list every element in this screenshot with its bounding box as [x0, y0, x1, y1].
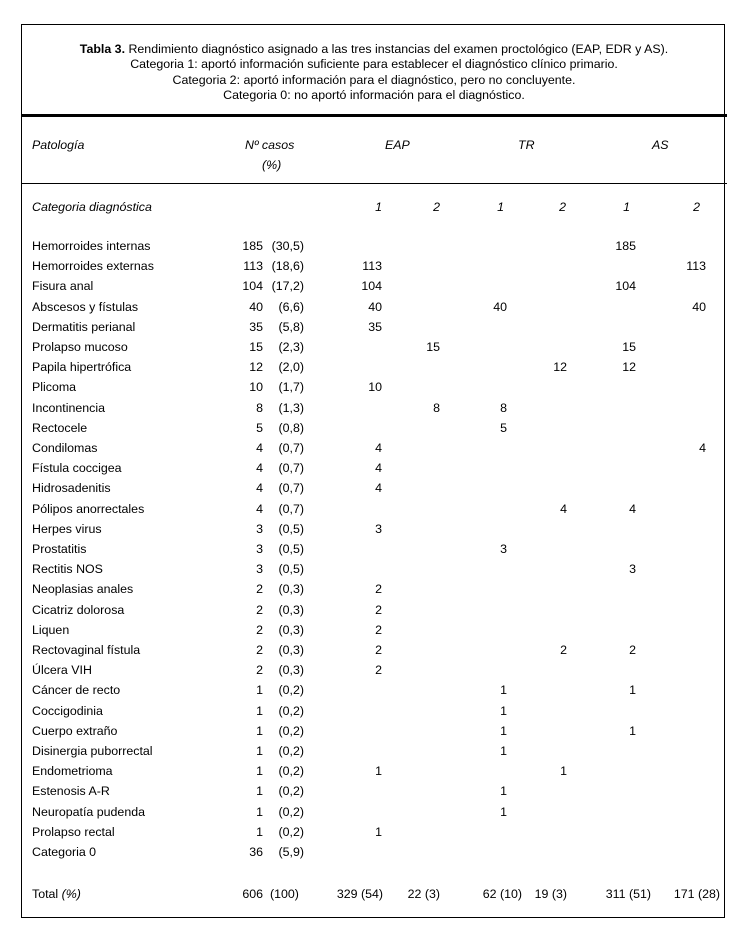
row-cases: 1 [256, 744, 263, 758]
total-eap-2: 22 (3) [407, 887, 440, 901]
row-pathology: Neoplasias anales [32, 582, 134, 597]
header-casos-pct: (%) [262, 158, 282, 172]
cat-eap-2: 2 [433, 200, 440, 214]
row-tr2: 1 [560, 764, 567, 779]
row-percent: (6,6) [278, 299, 304, 314]
row-cases: 12 [249, 360, 263, 375]
row-percent: (17,2) [271, 279, 304, 294]
row-pathology: Dermatitis perianal [32, 319, 136, 334]
row-pathology: Prolapso rectal [32, 824, 115, 839]
row-cases: 10 [249, 380, 263, 395]
row-cases: 5 [256, 420, 263, 435]
row-tr1: 1 [500, 804, 507, 819]
row-as2: 4 [699, 441, 706, 455]
row-percent: (2,0) [278, 360, 304, 375]
row-percent: (0,5) [278, 542, 304, 556]
row-tr2: 4 [560, 501, 567, 516]
row-cases: 4 [256, 481, 263, 496]
row-tr1: 3 [500, 542, 507, 556]
header-casos: Nº casos [245, 138, 295, 152]
row-cases: 1 [256, 784, 263, 799]
row-cases: 2 [256, 582, 263, 597]
total-as-1: 311 (51) [605, 887, 651, 901]
row-eap1: 40 [368, 299, 382, 314]
row-pathology: Prostatitis [32, 542, 87, 556]
row-cases: 1 [256, 683, 263, 698]
row-percent: (18,6) [271, 259, 304, 274]
row-cases: 2 [256, 663, 263, 678]
header-divider [21, 183, 727, 184]
row-percent: (1,3) [278, 400, 304, 415]
caption-category-2: Categoria 2: aportó información para el diagnóstico, pero no concluyente. [172, 72, 576, 87]
row-pathology: Papila hipertrófica [32, 360, 132, 375]
row-percent: (0,3) [278, 602, 304, 617]
row-pathology: Fístula coccigea [32, 461, 122, 476]
row-pathology: Coccigodinia [32, 703, 103, 718]
row-eap1: 4 [375, 461, 382, 476]
row-eap1: 1 [375, 824, 382, 839]
caption-divider [21, 114, 727, 117]
row-percent: (0,7) [278, 441, 304, 455]
row-tr2: 12 [553, 360, 567, 375]
row-tr1: 1 [500, 784, 507, 799]
cat-eap-1: 1 [375, 200, 382, 214]
row-cases: 36 [249, 845, 263, 859]
row-tr1: 1 [500, 744, 507, 758]
row-pathology: Plicoma [32, 380, 77, 395]
total-label-suffix: (%) [61, 887, 81, 901]
cat-tr-1: 1 [497, 200, 504, 214]
caption-title [21, 42, 727, 57]
row-cases: 113 [243, 259, 263, 274]
row-eap2: 8 [433, 400, 440, 415]
row-cases: 3 [256, 542, 263, 556]
row-pathology: Estenosis A-R [32, 784, 110, 799]
row-percent: (0,8) [278, 420, 304, 435]
row-pathology: Prolapso mucoso [32, 340, 128, 354]
table-caption [21, 42, 727, 103]
row-pathology: Cuerpo extraño [32, 723, 118, 738]
row-cases: 104 [242, 279, 263, 294]
row-cases: 1 [256, 764, 263, 779]
row-cases: 2 [256, 622, 263, 637]
row-as2: 40 [692, 299, 706, 314]
row-eap1: 1 [375, 764, 382, 779]
row-as1: 1 [629, 723, 636, 738]
total-label [32, 887, 81, 902]
total-tr-2: 19 (3) [534, 887, 567, 901]
row-eap1: 4 [375, 441, 382, 455]
row-tr1: 1 [500, 683, 507, 698]
row-eap1: 4 [375, 481, 382, 496]
total-pct: (100) [270, 887, 299, 901]
row-cases: 4 [256, 461, 263, 476]
row-pathology: Condilomas [32, 441, 98, 455]
row-pathology: Rectocele [32, 420, 88, 435]
total-tr-1: 62 (10) [482, 887, 522, 901]
cat-tr-2: 2 [559, 200, 566, 214]
total-eap-1: 329 (54) [336, 887, 383, 901]
row-as1: 4 [629, 501, 636, 516]
row-pathology: Abscesos y fístulas [32, 299, 139, 314]
cat-as-2: 2 [693, 200, 700, 214]
row-tr2: 2 [560, 643, 567, 657]
row-percent: (30,5) [271, 239, 304, 253]
cat-as-1: 1 [623, 200, 630, 214]
row-eap1: 2 [375, 663, 382, 678]
caption-category-0: Categoria 0: no aportó información para el diagnóstico. [223, 87, 525, 102]
row-percent: (0,2) [278, 784, 304, 799]
row-pathology: Hemorroides internas [32, 239, 151, 253]
row-cases: 4 [256, 501, 263, 516]
row-pathology: Hemorroides externas [32, 259, 154, 274]
row-eap1: 113 [362, 259, 382, 274]
header-patologia: Patología [32, 138, 85, 152]
row-percent: (0,2) [278, 824, 304, 839]
header-eap: EAP [385, 138, 410, 152]
row-pathology: Liquen [32, 622, 70, 637]
row-percent: (0,7) [278, 461, 304, 476]
row-percent: (0,3) [278, 643, 304, 657]
row-tr1: 1 [500, 703, 507, 718]
row-cases: 4 [256, 441, 263, 455]
row-percent: (0,2) [278, 683, 304, 698]
row-pathology: Categoria 0 [32, 845, 97, 859]
row-tr1: 8 [500, 400, 507, 415]
row-cases: 35 [249, 319, 263, 334]
header-tr: TR [518, 138, 535, 152]
row-tr1: 40 [493, 299, 507, 314]
row-percent: (5,8) [278, 319, 304, 334]
row-tr1: 5 [500, 420, 507, 435]
row-cases: 1 [256, 723, 263, 738]
row-percent: (0,2) [278, 804, 304, 819]
row-pathology: Herpes virus [32, 521, 102, 536]
total-n: 606 [242, 887, 263, 901]
caption-title-text: Rendimiento diagnóstico asignado a las tres instancias del examen proctológico (EAP, EDR y AS). [125, 42, 669, 56]
row-as1: 104 [615, 279, 636, 294]
row-pathology: Endometrioma [32, 764, 113, 779]
row-percent: (0,3) [278, 622, 304, 637]
row-percent: (0,7) [278, 481, 304, 496]
row-pathology: Incontinencia [32, 400, 106, 415]
row-as1: 185 [615, 239, 636, 253]
row-cases: 40 [249, 299, 263, 314]
row-cases: 3 [256, 521, 263, 536]
row-percent: (0,3) [278, 663, 304, 678]
header-as: AS [652, 138, 669, 152]
row-eap1: 2 [375, 602, 382, 617]
total-label-text: Total [32, 887, 59, 901]
row-pathology: Úlcera VIH [32, 663, 92, 678]
row-cases: 8 [256, 400, 263, 415]
row-cases: 1 [256, 824, 263, 839]
row-eap1: 2 [375, 582, 382, 597]
row-cases: 185 [242, 239, 263, 253]
row-eap1: 2 [375, 622, 382, 637]
row-cases: 2 [256, 602, 263, 617]
row-pathology: Cáncer de recto [32, 683, 121, 698]
row-pathology: Hidrosadenitis [32, 481, 111, 496]
caption-title-bold: Tabla 3. [79, 42, 126, 56]
row-pathology: Disinergia puborrectal [32, 744, 153, 758]
categoria-diagnostica-label: Categoria diagnóstica [32, 200, 152, 214]
caption-category-1: Categoria 1: aportó información suficiente para establecer el diagnóstico clínico primario. [130, 57, 618, 72]
row-percent: (0,2) [278, 764, 304, 779]
row-percent: (0,7) [278, 501, 304, 516]
row-cases: 1 [256, 703, 263, 718]
row-eap1: 3 [375, 521, 382, 536]
row-as1: 12 [622, 360, 636, 375]
row-percent: (0,5) [278, 521, 304, 536]
row-percent: (5,9) [278, 845, 304, 859]
row-as1: 2 [629, 643, 636, 657]
row-percent: (0,5) [278, 562, 304, 577]
row-pathology: Cicatriz dolorosa [32, 602, 125, 617]
row-cases: 2 [256, 643, 263, 657]
row-eap1: 104 [361, 279, 382, 294]
row-percent: (2,3) [278, 340, 304, 354]
row-percent: (0,3) [278, 582, 304, 597]
row-tr1: 1 [500, 723, 507, 738]
row-cases: 15 [249, 340, 263, 354]
row-as2: 113 [686, 259, 706, 274]
row-pathology: Rectovaginal fístula [32, 643, 141, 657]
row-percent: (0,2) [278, 723, 304, 738]
row-pathology: Fisura anal [32, 279, 94, 294]
row-eap1: 35 [368, 319, 382, 334]
row-cases: 3 [256, 562, 263, 577]
row-as1: 3 [629, 562, 636, 577]
row-eap2: 15 [426, 340, 440, 354]
row-pathology: Rectitis NOS [32, 562, 103, 577]
row-percent: (0,2) [278, 703, 304, 718]
row-pathology: Neuropatía pudenda [32, 804, 145, 819]
row-eap1: 2 [375, 643, 382, 657]
total-as-2: 171 (28) [673, 887, 720, 901]
row-as1: 1 [629, 683, 636, 698]
row-cases: 1 [256, 804, 263, 819]
row-as1: 15 [622, 340, 636, 354]
row-pathology: Pólipos anorrectales [32, 501, 145, 516]
row-eap1: 10 [368, 380, 382, 395]
row-percent: (0,2) [278, 744, 304, 758]
row-percent: (1,7) [278, 380, 304, 395]
